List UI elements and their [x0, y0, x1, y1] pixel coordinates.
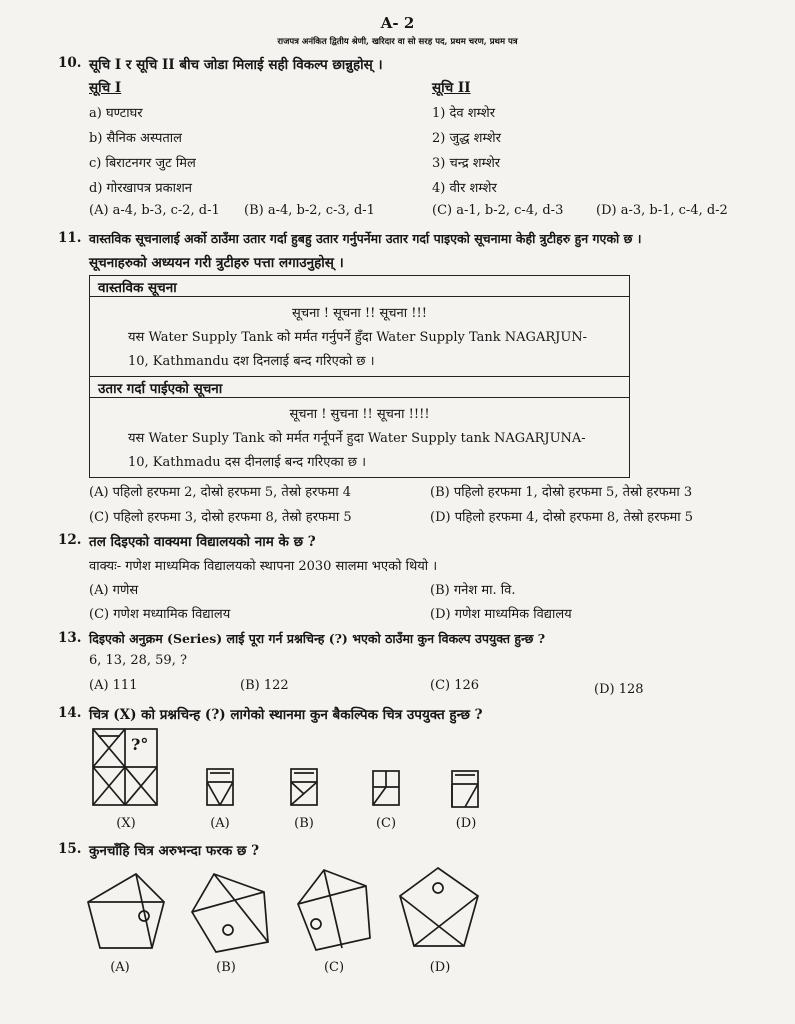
q12-option-b: (B) गनेश मा. वि. [430, 583, 516, 598]
original-notice-line1: यस Water Supply Tank को मर्मत गर्नुपर्ने हुँदा Water Supply Tank NAGARJUN- [128, 330, 588, 345]
q12-option-c: (C) गणेश मध्यामिक विद्यालय [89, 607, 231, 622]
original-notice-header: वास्तविक सूचना [89, 275, 630, 297]
q10-list2-item: 3) चन्द्र शम्शेर [432, 156, 501, 171]
q14-question-mark: ?° [131, 735, 149, 754]
q10-number: 10. [58, 55, 82, 71]
q15-label-d: (D) [429, 960, 451, 975]
q10-option-c: (C) a-1, b-2, c-4, d-3 [432, 203, 564, 218]
q10-list1-title: सूचि I [89, 80, 122, 96]
q10-list1-item: a) घण्टाघर [89, 106, 143, 121]
q13-option-b: (B) 122 [240, 678, 289, 693]
q14-label-b: (B) [294, 816, 314, 831]
q13-text: दिइएको अनुक्रम (Series) लाई पूरा गर्न प्रश्नचिन्ह (?) भएको ठाउँमा कुन विकल्प उपयुक्त हुन्छ ? [89, 631, 546, 646]
q13-number: 13. [58, 630, 82, 646]
q11-option-c: (C) पहिलो हरफमा 3, दोस्रो हरफमा 8, तेस्रो हरफमा 5 [89, 510, 352, 525]
copied-notice-header: उतार गर्दा पाईएको सूचना [89, 376, 630, 398]
copied-notice-line1: यस Water Suply Tank को मर्मत गर्नूपर्ने हुदा Water Supply tank NAGARJUNA- [128, 431, 586, 446]
copied-notice-title: सूचना ! सुचना !! सूचना !!!! [289, 407, 430, 422]
q10-option-d: (D) a-3, b-1, c-4, d-2 [596, 203, 728, 218]
q10-list2-item: 2) जुद्ध शम्शेर [432, 131, 501, 146]
q10-list1-item: b) सैनिक अस्पताल [89, 131, 182, 146]
q10-list2-item: 1) देव शम्शेर [432, 106, 496, 121]
q12-option-a: (A) गणेस [89, 583, 139, 598]
paper-subtitle: राजपत्र अनंकित द्वितीय श्रेणी, खरिदार वा सो सरह पद, प्रथम चरण, प्रथम पत्र [277, 37, 518, 47]
q15-label-c: (C) [323, 960, 345, 975]
original-notice-box [89, 296, 630, 377]
q11-option-a: (A) पहिलो हरफमा 2, दोस्रो हरफमा 5, तेस्रो हरफमा 4 [89, 485, 352, 500]
q10-option-b: (B) a-4, b-2, c-3, d-1 [244, 203, 375, 218]
q10-option-a: (A) a-4, b-3, c-2, d-1 [89, 203, 220, 218]
original-notice-line2: 10, Kathmandu दश दिनलाई बन्द गरिएको छ । [128, 354, 375, 369]
copied-notice-line2: 10, Kathmadu दस दीनलाई बन्द गरिएका छ । [128, 455, 367, 470]
q10-list1-item: c) बिराटनगर जुट मिल [89, 156, 196, 171]
q11-option-b: (B) पहिलो हरफमा 1, दोस्रो हरफमा 5, तेस्रो हरफमा 3 [430, 485, 693, 500]
q14-text: चित्र (X) को प्रश्नचिन्ह (?) लागेको स्थानमा कुन बैकल्पिक चित्र उपयुक्त हुन्छ ? [89, 707, 483, 723]
q12-number: 12. [58, 532, 82, 548]
q11-number: 11. [58, 230, 82, 246]
q14-option-d-figure [451, 770, 479, 808]
q11-option-d: (D) पहिलो हरफमा 4, दोस्रो हरफमा 8, तेस्रो हरफमा 5 [430, 510, 694, 525]
q14-option-b-figure [290, 768, 318, 806]
q13-series: 6, 13, 28, 59, ? [89, 653, 187, 668]
q12-text: तल दिइएको वाक्यमा विद्यालयको नाम के छ ? [89, 534, 316, 550]
q13-option-a: (A) 111 [89, 678, 138, 693]
q14-number: 14. [58, 705, 82, 721]
q12-sentence: वाक्यः- गणेश माध्यमिक विद्यालयको स्थापना 2030 सालमा भएको थियो । [89, 559, 438, 574]
q15-figure-b [190, 872, 272, 954]
q15-label-b: (B) [216, 960, 236, 975]
q10-list2-item: 4) वीर शम्शेर [432, 181, 497, 196]
q14-label-x: (X) [116, 816, 136, 831]
q10-list1-item: d) गोरखापत्र प्रकाशन [89, 181, 193, 196]
page-number: A- 2 [380, 14, 415, 32]
q15-figure-a [86, 872, 166, 952]
q14-label-a: (A) [210, 816, 230, 831]
q10-list2-title: सूचि II [432, 80, 471, 96]
q13-option-d: (D) 128 [594, 682, 644, 697]
q15-number: 15. [58, 841, 82, 857]
q14-option-a-figure [206, 768, 234, 806]
original-notice-title: सूचना ! सूचना !! सूचना !!! [292, 306, 427, 321]
q14-option-c-figure [372, 770, 400, 806]
q15-label-a: (A) [110, 960, 130, 975]
q10-text: सूचि I र सूचि II बीच जोडा मिलाई सही विकल्प छान्नुहोस् । [89, 57, 383, 73]
q12-option-d: (D) गणेश माध्यमिक विद्यालय [430, 607, 572, 622]
q15-figure-c [294, 868, 374, 952]
q15-text: कुनचाँहि चित्र अरुभन्दा फरक छ ? [89, 843, 260, 859]
q11-text-line2: सूचनाहरुको अध्ययन गरी त्रुटीहरु पत्ता लगाउनुहोस् । [89, 255, 344, 271]
q13-option-c: (C) 126 [430, 678, 480, 693]
q14-label-c: (C) [375, 816, 397, 831]
q11-text-line1: वास्तविक सूचनालाई अर्को ठाउँमा उतार गर्दा हुबहु उतार गर्नुपर्नेमा उतार गर्दा पाइएको सूचनामा केही त्रुटीहरु हुन गएको छ । [89, 231, 642, 246]
q15-figure-d [398, 866, 480, 950]
copied-notice-box [89, 397, 630, 478]
q14-label-d: (D) [455, 816, 477, 831]
